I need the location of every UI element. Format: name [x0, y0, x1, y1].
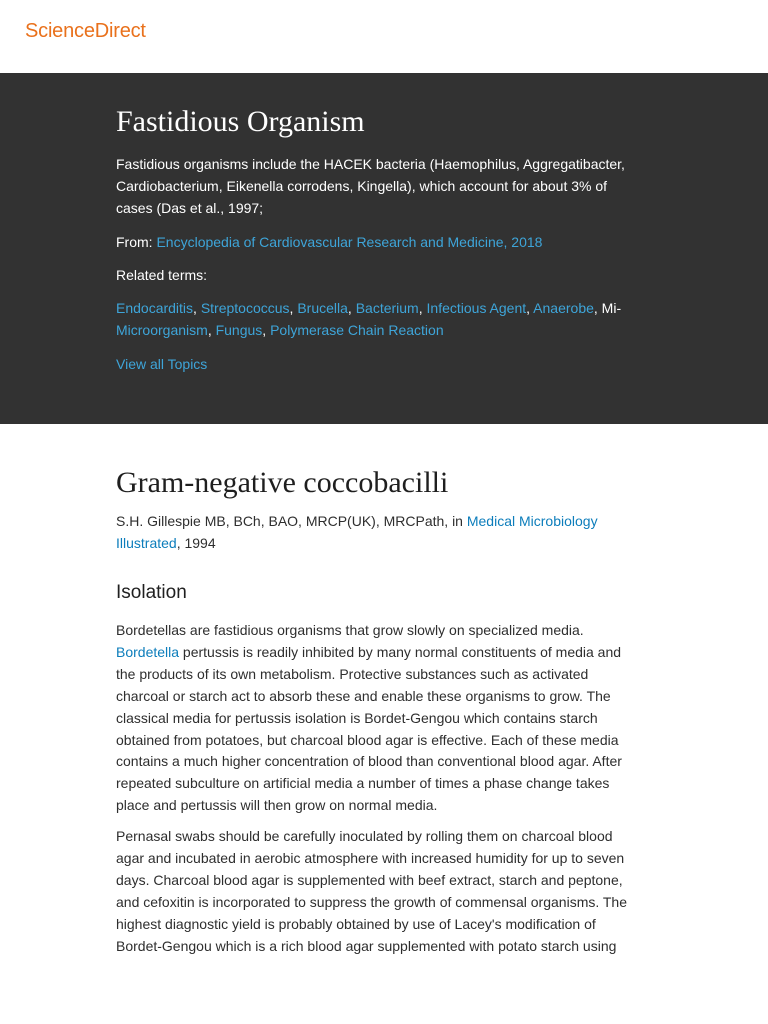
source-link[interactable]: Encyclopedia of Cardiovascular Research and Medicine, 2018: [156, 234, 543, 250]
bordetella-link[interactable]: Bordetella: [116, 643, 180, 660]
related-term-link[interactable]: Infectious Agent: [426, 300, 527, 316]
view-all-topics-link[interactable]: View all Topics: [116, 356, 208, 372]
book-title-link[interactable]: Medical Microbiology Illustrated: [116, 513, 598, 551]
topic-summary-panel: [0, 73, 768, 424]
publication-year: , 1994: [176, 535, 216, 551]
paragraph-text: pertussis is readily inhibited by many normal constituents of media and the products of its own metabolism. Protective substances such as activated charcoal or starch act to absorb these and enable these organisms to grow. The classical media for pertussis isolation is Bordet-Gengou which contains starch obtained from potatoes, but charcoal blood agar is effective. Each of these media contains a much higher concentration of blood than conventional blood agar. After repeated subculture on artificial media a number of times a phase change takes place and pertussis will then grow on normal media.: [116, 643, 622, 814]
article-snippet: [0, 424, 640, 958]
article-paragraph: [116, 620, 640, 817]
related-term-link[interactable]: Brucella: [297, 300, 348, 316]
related-term-link[interactable]: Endocarditis: [116, 300, 194, 316]
related-term-link[interactable]: Fungus: [215, 322, 263, 338]
section-heading: Isolation: [116, 582, 187, 603]
article-byline: [116, 510, 640, 554]
related-terms-label: Related terms:: [116, 267, 208, 283]
author-text: S.H. Gillespie MB, BCh, BAO, MRCP(UK), MRCPath, in: [116, 513, 467, 529]
related-term-link[interactable]: Polymerase Chain Reaction: [270, 322, 444, 338]
sciencedirect-logo[interactable]: ScienceDirect: [25, 20, 146, 42]
article-paragraph: Pernasal swabs should be carefully inoculated by rolling them on charcoal blood agar and incubated in aerobic atmosphere with increased humidity for up to seven days. Charcoal blood agar is supplemented with beef extract, starch and peptone, and cefoxitin is incorporated to suppress the growth of commensal organisms. The highest diagnostic yield is probably obtained by use of Lacey's modification of Bordet-Gengou which is a rich blood agar supplemented with potato starch using: [116, 828, 627, 954]
related-terms-list: Endocarditis, Streptococcus, Brucella, Bacterium, Infectious Agent, Anaerobe, MiMicroorganism, Fungus, Polymerase Chain Reaction: [116, 300, 622, 338]
related-term-link[interactable]: Streptococcus: [200, 300, 290, 316]
related-term-link[interactable]: Microorganism: [116, 322, 208, 338]
from-label: From:: [116, 234, 157, 250]
related-term-link[interactable]: Bacterium: [355, 300, 419, 316]
topic-definition: Fastidious organisms include the HACEK bacteria (Haemophilus, Aggregatibacter, Cardiobacterium, Eikenella corrodens, Kingella), which account for about 3% of cases (Das et al., 1997;: [116, 156, 625, 216]
article-title: Gram-negative coccobacilli: [116, 466, 449, 499]
topic-source-line: [116, 231, 641, 253]
view-all-topics-line: [116, 353, 641, 375]
topic-title: Fastidious Organism: [116, 105, 365, 138]
top-bar: [0, 0, 768, 73]
related-term-link[interactable]: Anaerobe: [533, 300, 594, 316]
paragraph-text: Bordetellas are fastidious organisms that grow slowly on specialized media.: [116, 622, 584, 638]
